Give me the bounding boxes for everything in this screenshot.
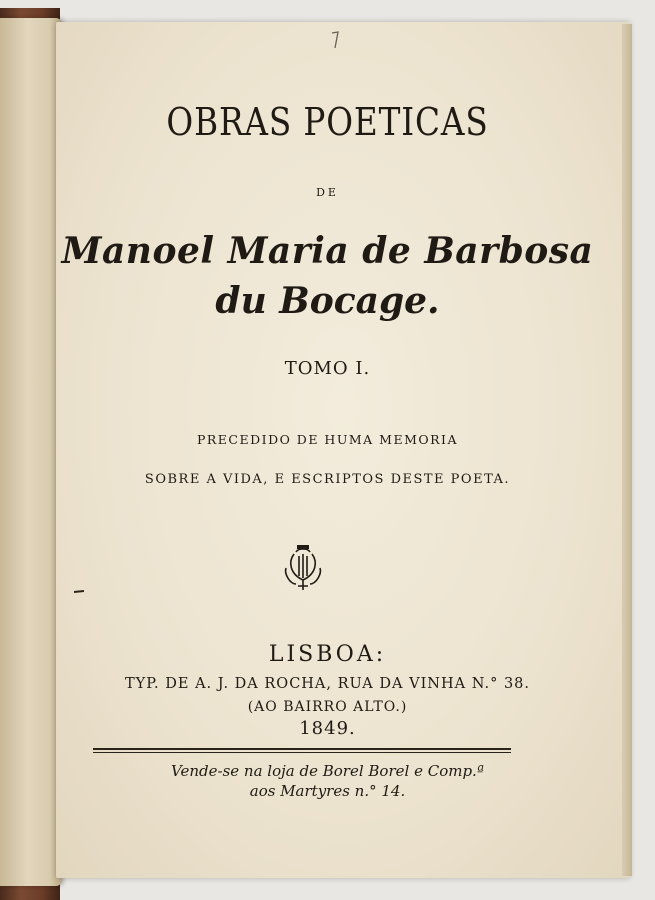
divider-rule-thin [93, 752, 511, 753]
divider-rule [93, 748, 511, 750]
subtitle-line-1: PRECEDIDO DE HUMA MEMORIA [196, 432, 459, 447]
book-title: OBRAS POETICAS [166, 100, 489, 144]
author-preposition: DE [316, 186, 339, 199]
publication-year: 1849. [299, 718, 356, 739]
author-name-line-2: du Bocage. [215, 280, 440, 322]
publication-city: LISBOA: [268, 642, 387, 667]
volume-label: TOMO I. [284, 358, 371, 379]
printer-district: (AO BAIRRO ALTO.) [247, 699, 408, 715]
margin-ink-mark [74, 589, 84, 595]
printer-address: TYP. DE A. J. DA ROCHA, RUA DA VINHA N.° 38. [124, 676, 530, 692]
author-name-line-1: Manoel Maria de Barbosa [61, 230, 594, 272]
left-page-edge [0, 18, 62, 886]
subtitle-line-2: SOBRE A VIDA, E ESCRIPTOS DESTE POETA. [144, 472, 511, 487]
pencil-mark [330, 30, 340, 50]
seller-line-2: aos Martyres n.° 14. [249, 782, 406, 800]
page-fore-edge [622, 24, 632, 876]
lyre-emblem-icon [282, 544, 324, 592]
seller-line-1: Vende-se na loja de Borel Borel e Comp.ª [171, 762, 484, 780]
